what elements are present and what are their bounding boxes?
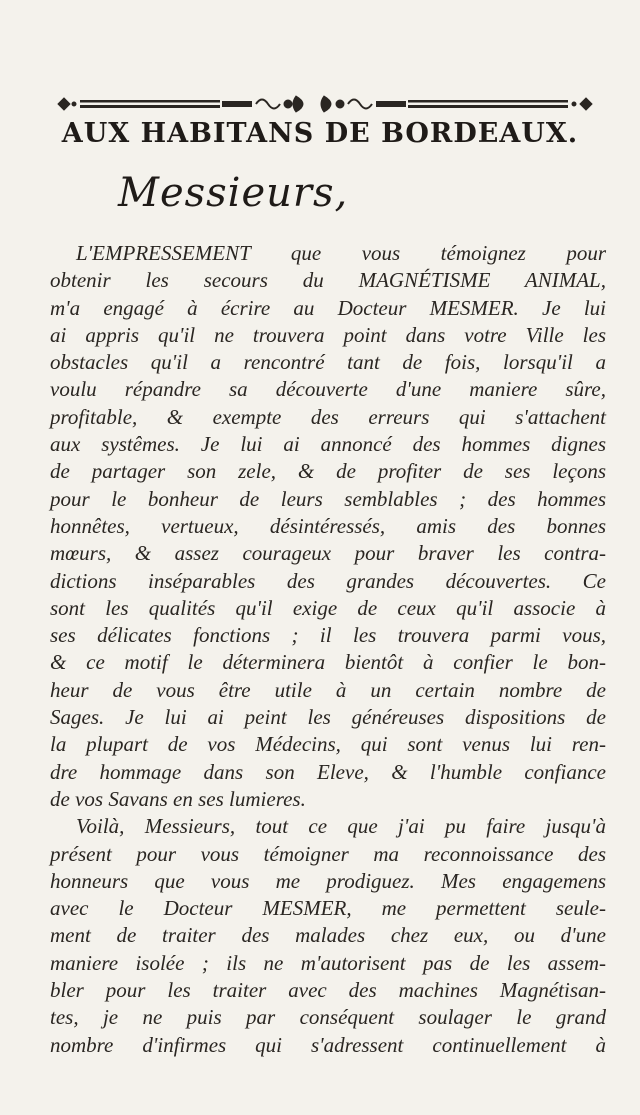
text-line: honneurs que vous me prodiguez. Mes engagemens [50, 868, 606, 893]
text-line: L'EMPRESSEMENT que vous témoignez pour [76, 241, 606, 265]
text-line: Sages. Je lui ai peint les généreuses dispositions de [50, 705, 606, 730]
text-line: ment de traiter des malades chez eux, ou d'une [50, 923, 606, 948]
text-line: de vos Savans en ses lumieres. [50, 786, 306, 811]
text-line: honnêtes, vertueux, désintéressés, amis des bonnes [50, 513, 606, 538]
text-line: de partager son zele, & de profiter de ses leçons [50, 459, 606, 484]
text-line: pour le bonheur de leurs semblables ; des hommes [50, 486, 606, 511]
text-line: dre hommage dans son Eleve, & l'humble confiance [50, 759, 606, 784]
text-line: la plupart de vos Médecins, qui sont venus lui ren- [50, 732, 606, 757]
text-line: aux systêmes. Je lui ai annoncé des hommes dignes [50, 432, 606, 457]
text-line: maniere isolée ; ils ne m'autorisent pas de les assem- [50, 950, 606, 975]
text-line: tes, je ne puis par conséquent soulager le grand [50, 1005, 606, 1030]
text-line: & ce motif le déterminera bientôt à confier le bon- [50, 650, 606, 675]
text-line: nombre d'infirmes qui s'adressent continuellement à [50, 1032, 606, 1057]
letter-body [50, 240, 606, 1059]
text-line: heur de vous être utile à un certain nombre de [50, 677, 606, 702]
text-line: obtenir les secours du MAGNÉTISME ANIMAL, [50, 268, 606, 293]
text-line: voulu répandre sa découverte d'une maniere sûre, [50, 377, 606, 402]
page-title: AUX HABITANS DE BORDEAUX. [61, 118, 579, 149]
text-line: dictions inséparables des grandes découvertes. Ce [50, 568, 606, 593]
text-line: obstacles qu'il a rencontré tant de fois, lorsqu'il a [50, 350, 606, 375]
text-line: sont les qualités qu'il exige de ceux qu'il associe à [50, 595, 606, 620]
text-line: ses délicates fonctions ; il les trouvera parmi vous, [50, 623, 606, 648]
text-line: Voilà, Messieurs, tout ce que j'ai pu faire jusqu'à [76, 814, 606, 839]
text-line: m'a engagé à écrire au Docteur MESMER. Je lui [50, 295, 606, 320]
text-line: mœurs, & assez courageux pour braver les contra- [50, 541, 606, 566]
text-line: avec le Docteur MESMER, me permettent seule- [50, 896, 606, 921]
text-line: bler pour les traiter avec des machines Magnétisan- [50, 978, 606, 1003]
text-line: profitable, & exempte des erreurs qui s'attachent [50, 404, 606, 429]
decorative-rule-ornament-icon [56, 93, 596, 115]
text-line: présent pour vous témoigner ma reconnoissance des [50, 841, 606, 866]
salutation: Messieurs, [118, 170, 349, 216]
text-line: ai appris qu'il ne trouvera point dans votre Ville les [50, 322, 606, 347]
